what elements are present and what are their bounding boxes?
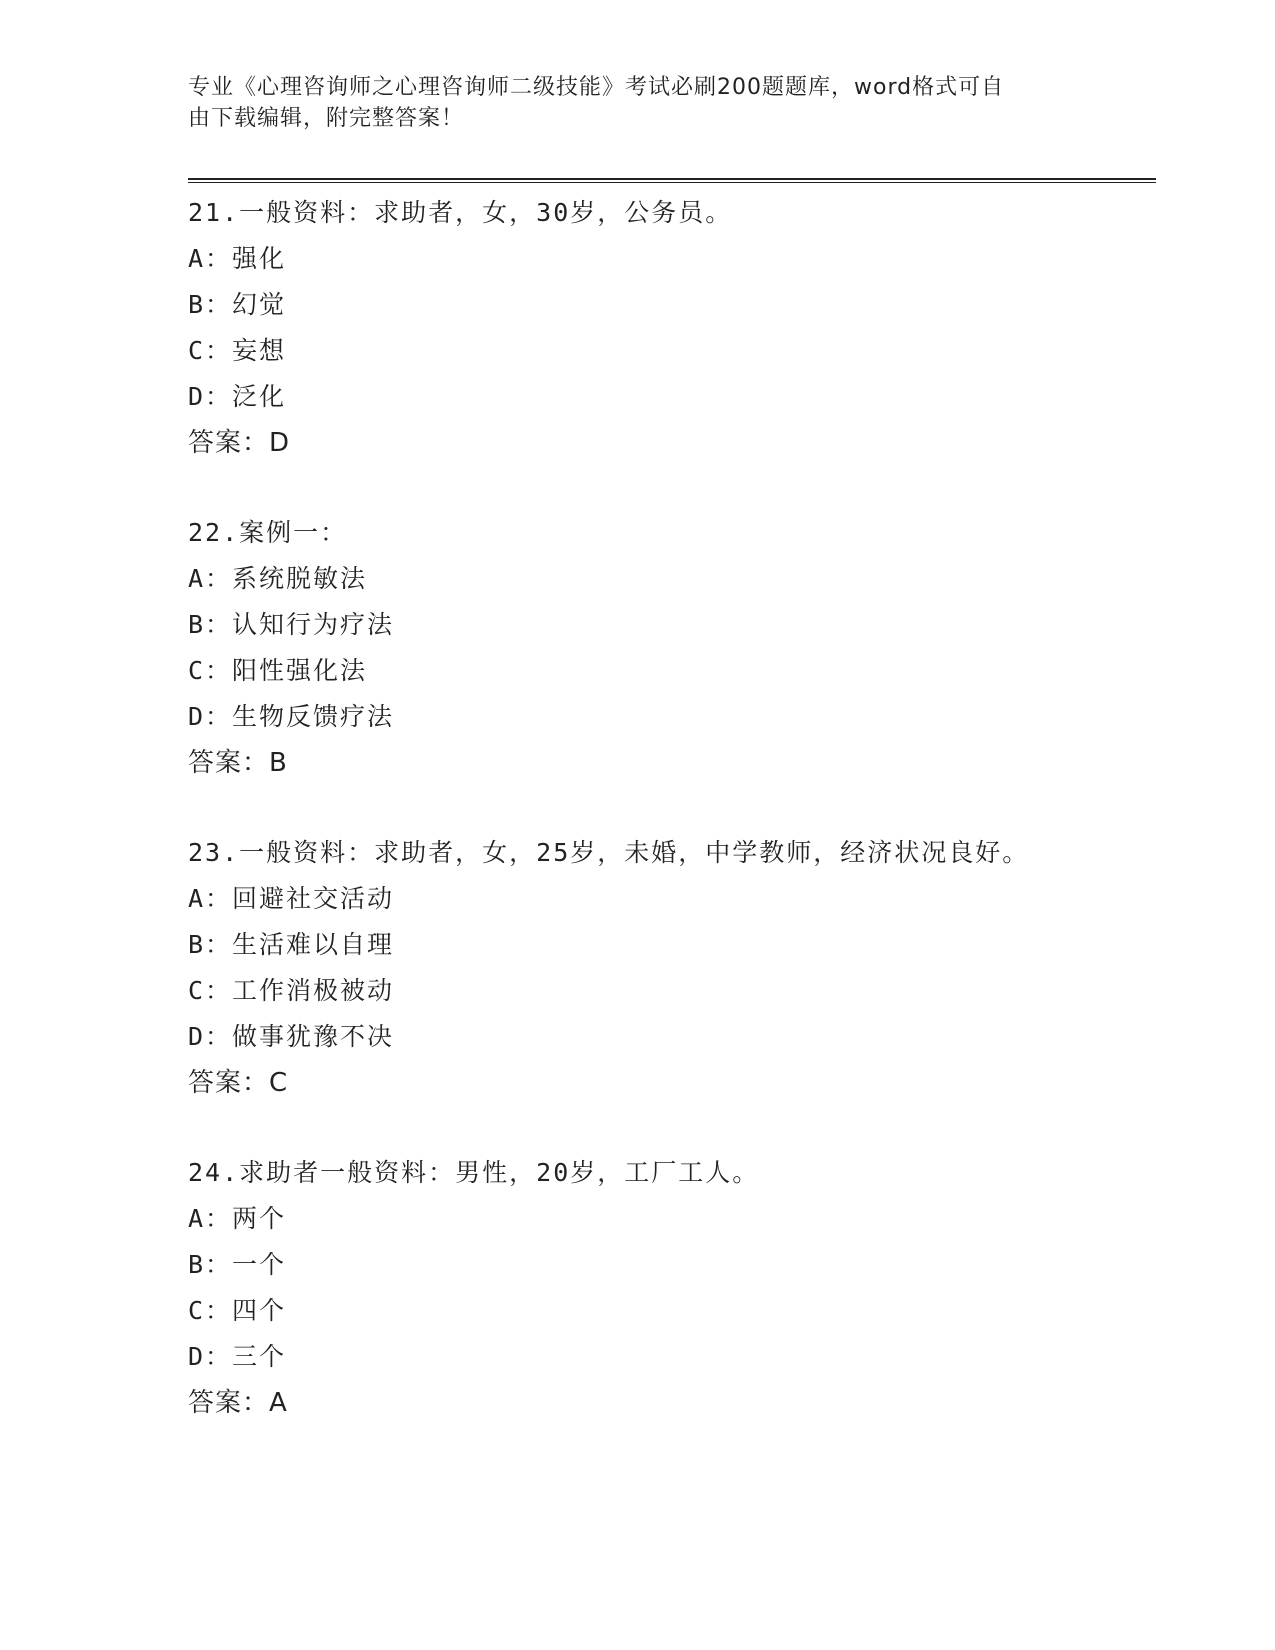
answer-line: 答案：B [188,748,288,778]
question-22 [188,510,1168,786]
option-c: C：工作消极被动 [188,976,395,1005]
question-spacer [188,466,1168,510]
answer-line: 答案：D [188,428,291,458]
header-divider-thin [188,182,1156,183]
option-c: C：阳性强化法 [188,656,368,685]
question-23 [188,830,1168,1106]
option-b: B：认知行为疗法 [188,610,395,639]
option-b: B：一个 [188,1250,287,1279]
document-header [188,72,1088,134]
header-line-1: 专业《心理咨询师之心理咨询师二级技能》考试必刷200题题库，word格式可自 [188,75,1005,100]
question-stem: 24.求助者一般资料：男性，20岁，工厂工人。 [188,1158,760,1187]
option-d: D：做事犹豫不决 [188,1022,395,1051]
question-24 [188,1150,1168,1426]
header-line-2: 由下载编辑，附完整答案！ [188,106,465,131]
answer-line: 答案：A [188,1388,288,1418]
option-c: C：妄想 [188,336,287,365]
question-stem: 21.一般资料：求助者，女，30岁，公务员。 [188,198,733,227]
option-a: A：两个 [188,1204,287,1233]
question-21 [188,190,1168,466]
question-list [188,190,1168,1426]
question-stem: 22.案例一： [188,518,348,547]
question-spacer [188,1106,1168,1150]
option-a: A：回避社交活动 [188,884,395,913]
option-a: A：强化 [188,244,287,273]
option-b: B：幻觉 [188,290,287,319]
option-b: B：生活难以自理 [188,930,395,959]
option-d: D：生物反馈疗法 [188,702,395,731]
answer-line: 答案：C [188,1068,289,1098]
question-stem: 23.一般资料：求助者，女，25岁，未婚，中学教师，经济状况良好。 [188,838,1030,867]
header-divider [188,178,1156,180]
option-c: C：四个 [188,1296,287,1325]
option-a: A：系统脱敏法 [188,564,368,593]
option-d: D：三个 [188,1342,287,1371]
question-spacer [188,786,1168,830]
option-d: D：泛化 [188,382,287,411]
